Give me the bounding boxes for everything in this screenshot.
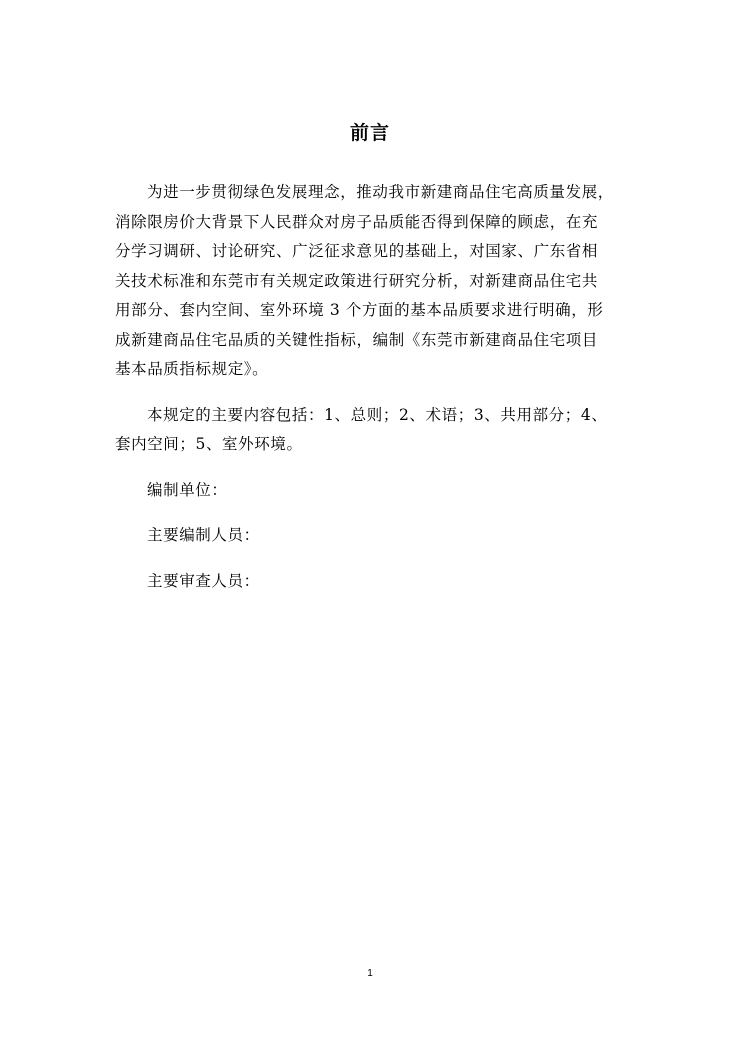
paragraph-line: 成新建商品住宅品质的关键性指标，编制《东莞市新建商品住宅项目 <box>115 330 599 349</box>
paragraph-line: 用部分、套内空间、室外环境 3 个方面的基本品质要求进行明确，形 <box>115 301 604 319</box>
paragraph-line: 消除限房价大背景下人民群众对房子品质能否得到保障的顾虑，在充 <box>115 212 599 231</box>
paragraph-line: 为进一步贯彻绿色发展理念，推动我市新建商品住宅高质量发展， <box>147 183 614 201</box>
paragraph-line: 本规定的主要内容包括：1、总则；2、术语；3、共用部分；4、 <box>147 405 608 424</box>
paragraph-line: 分学习调研、讨论研究、广泛征求意见的基础上，对国家、广东省相 <box>115 242 599 260</box>
page-number: 1 <box>367 968 373 979</box>
document-body <box>115 178 631 612</box>
preface-paragraph-2 <box>115 401 631 460</box>
paragraph-line: 关技术标准和东莞市有关规定政策进行研究分析，对新建商品住宅共 <box>115 271 599 290</box>
main-compilers-label: 主要编制人员： <box>147 526 260 544</box>
page-title: 前言 <box>349 122 390 144</box>
compiler-unit-label: 编制单位： <box>147 480 228 499</box>
paragraph-line: 套内空间；5、室外环境。 <box>115 435 303 453</box>
main-reviewers-label: 主要审查人员： <box>147 571 260 590</box>
preface-paragraph-1 <box>115 178 631 385</box>
paragraph-line: 基本品质指标规定》。 <box>115 360 269 378</box>
